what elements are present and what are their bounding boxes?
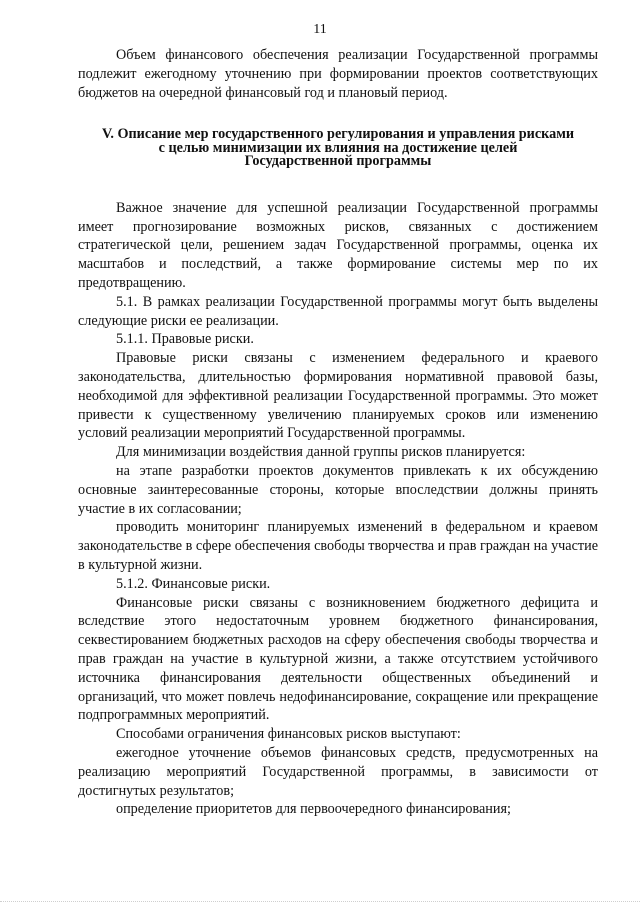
body-paragraph: Финансовые риски связаны с возникновением бюджетного дефицита и вследствие этого недостаточным уровнем бюджетного финансирования, секвестированием бюджетных расходов на сферу обеспечения свободы творчества и прав граждан на участие в культурной жизни, а также отсутствием устойчивого источника финансирования деятельности общественных объединений и организаций, что может повлечь недофинансирование, сокращение или прекращение подпрограммных мероприятий. (78, 594, 598, 724)
intro-paragraph: Объем финансового обеспечения реализации Государственной программы подлежит ежегодному уточнению при формировании проектов соответствующих бюджетов на очередной финансовый год и плановый период. (78, 47, 598, 101)
page-bottom-edge (0, 901, 640, 905)
list-item: на этапе разработки проектов документов привлекать к их обсуждению основные заинтересованные стороны, которые впоследствии должны принять участие в их согласовании; (78, 463, 598, 517)
list-item: ежегодное уточнение объемов финансовых средств, предусмотренных на реализацию мероприятий Государственной программы, в зависимости от достигнутых результатов; (78, 745, 598, 799)
subsection-title: 5.1.1. Правовые риски. (116, 331, 254, 348)
section-heading-line: Государственной программы (244, 153, 432, 170)
body-paragraph: Для минимизации воздействия данной группы рисков планируется: (116, 444, 526, 461)
body-paragraph: Правовые риски связаны с изменением федерального и краевого законодательства, длительностью формирования нормативной правовой базы, необходимой для эффективной реализации Государственной программы. Это может привести к существенному увеличению планируемых сроков или изменению условий реализации мероприятий Государственной программы. (78, 350, 598, 442)
list-item: определение приоритетов для первоочередного финансирования; (116, 801, 511, 818)
list-item: проводить мониторинг планируемых изменений в федеральном и краевом законодательстве в сфере обеспечения свободы творчества и прав граждан на участие в культурной жизни. (78, 519, 598, 574)
page-content (78, 46, 598, 819)
section-heading-line: V. Описание мер государственного регулирования и управления рисками (101, 126, 575, 143)
body-paragraph: Способами ограничения финансовых рисков выступают: (116, 726, 461, 743)
body-paragraph: Важное значение для успешной реализации Государственной программы имеет прогнозирование возможных рисков, связанных с достижением стратегической цели, решением задач Государственной программы, оценка их масштабов и последствий, а также формирование системы мер по их предотвращению. (78, 199, 598, 292)
page-number: 11 (313, 22, 327, 37)
subsection-title: 5.1.2. Финансовые риски. (116, 575, 271, 592)
section-heading (78, 128, 598, 169)
section-heading-line: с целью минимизации их влияния на достижение целей (158, 139, 518, 156)
body-paragraph: 5.1. В рамках реализации Государственной программы могут быть выделены следующие риски ее реализации. (78, 293, 598, 329)
